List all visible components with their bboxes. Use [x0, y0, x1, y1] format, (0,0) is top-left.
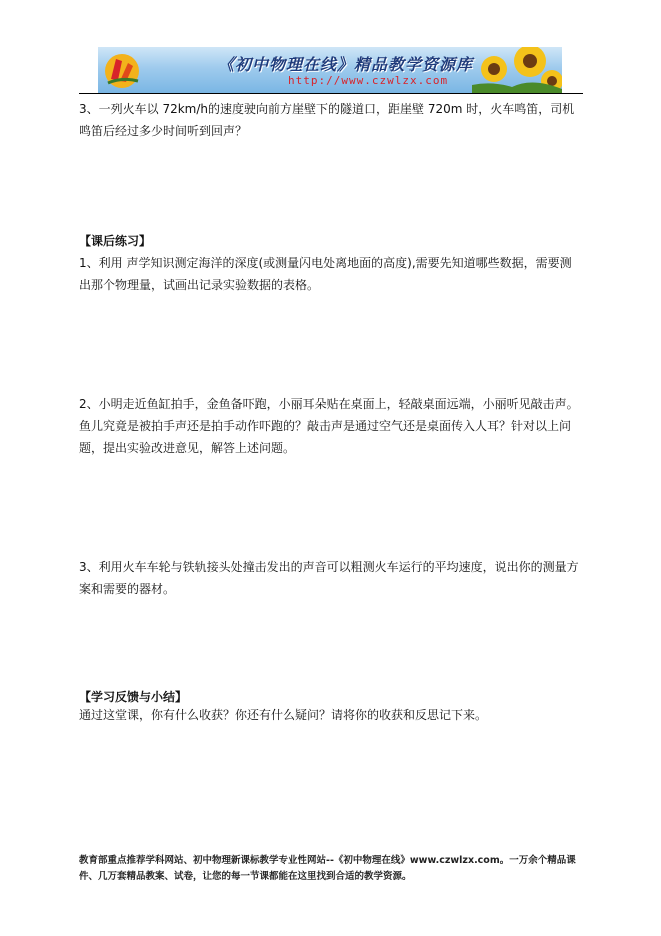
feedback-heading: 【学习反馈与小结】 — [79, 690, 188, 704]
exercise-1: 1、利用 声学知识测定海洋的深度(或测量闪电处离地面的高度),需要先知道哪些数据，需要测出那个物理量，试画出记录实验数据的表格。 — [79, 256, 572, 292]
after-class-heading: 【课后练习】 — [79, 234, 152, 248]
site-url[interactable]: http://www.czwlzx.com — [288, 74, 449, 87]
header-rule — [79, 93, 583, 94]
footer-line-2: 件、几万套精品教案、试卷，让您的每一节课都能在这里找到合适的教学资源。 — [79, 871, 412, 882]
feedback-text: 通过这堂课，你有什么收获？你还有什么疑问？请将你的收获和反思记下来。 — [79, 708, 488, 722]
question-3-pre: 3、一列火车以 72km/h的速度驶向前方崖壁下的隧道口，距崖壁 720m 时，火车鸣笛，司机鸣笛后经过多少时间听到回声？ — [79, 102, 575, 138]
site-logo-icon — [102, 50, 142, 90]
header-banner — [98, 47, 562, 93]
exercise-2: 2、小明走近鱼缸拍手，金鱼备吓跑，小丽耳朵贴在桌面上，轻敲桌面远端，小丽听见敲击声。鱼儿究竟是被拍手声还是拍手动作吓跑的？敲击声是通过空气还是桌面传入人耳？针对以上问题，提出实验改进意见，解答上述问题。 — [79, 397, 579, 455]
footer-line-1: 教育部重点推荐学科网站、初中物理新课标教学专业性网站--《初中物理在线》www.czwlzx.com。一万余个精品课 — [79, 855, 576, 866]
sunflower-decoration-icon — [472, 47, 562, 93]
footer — [79, 853, 589, 885]
site-title: 《初中物理在线》精品教学资源库 — [218, 55, 474, 74]
exercise-3: 3、利用火车车轮与铁轨接头处撞击发出的声音可以粗测火车运行的平均速度，说出你的测量方案和需要的器材。 — [79, 560, 579, 596]
